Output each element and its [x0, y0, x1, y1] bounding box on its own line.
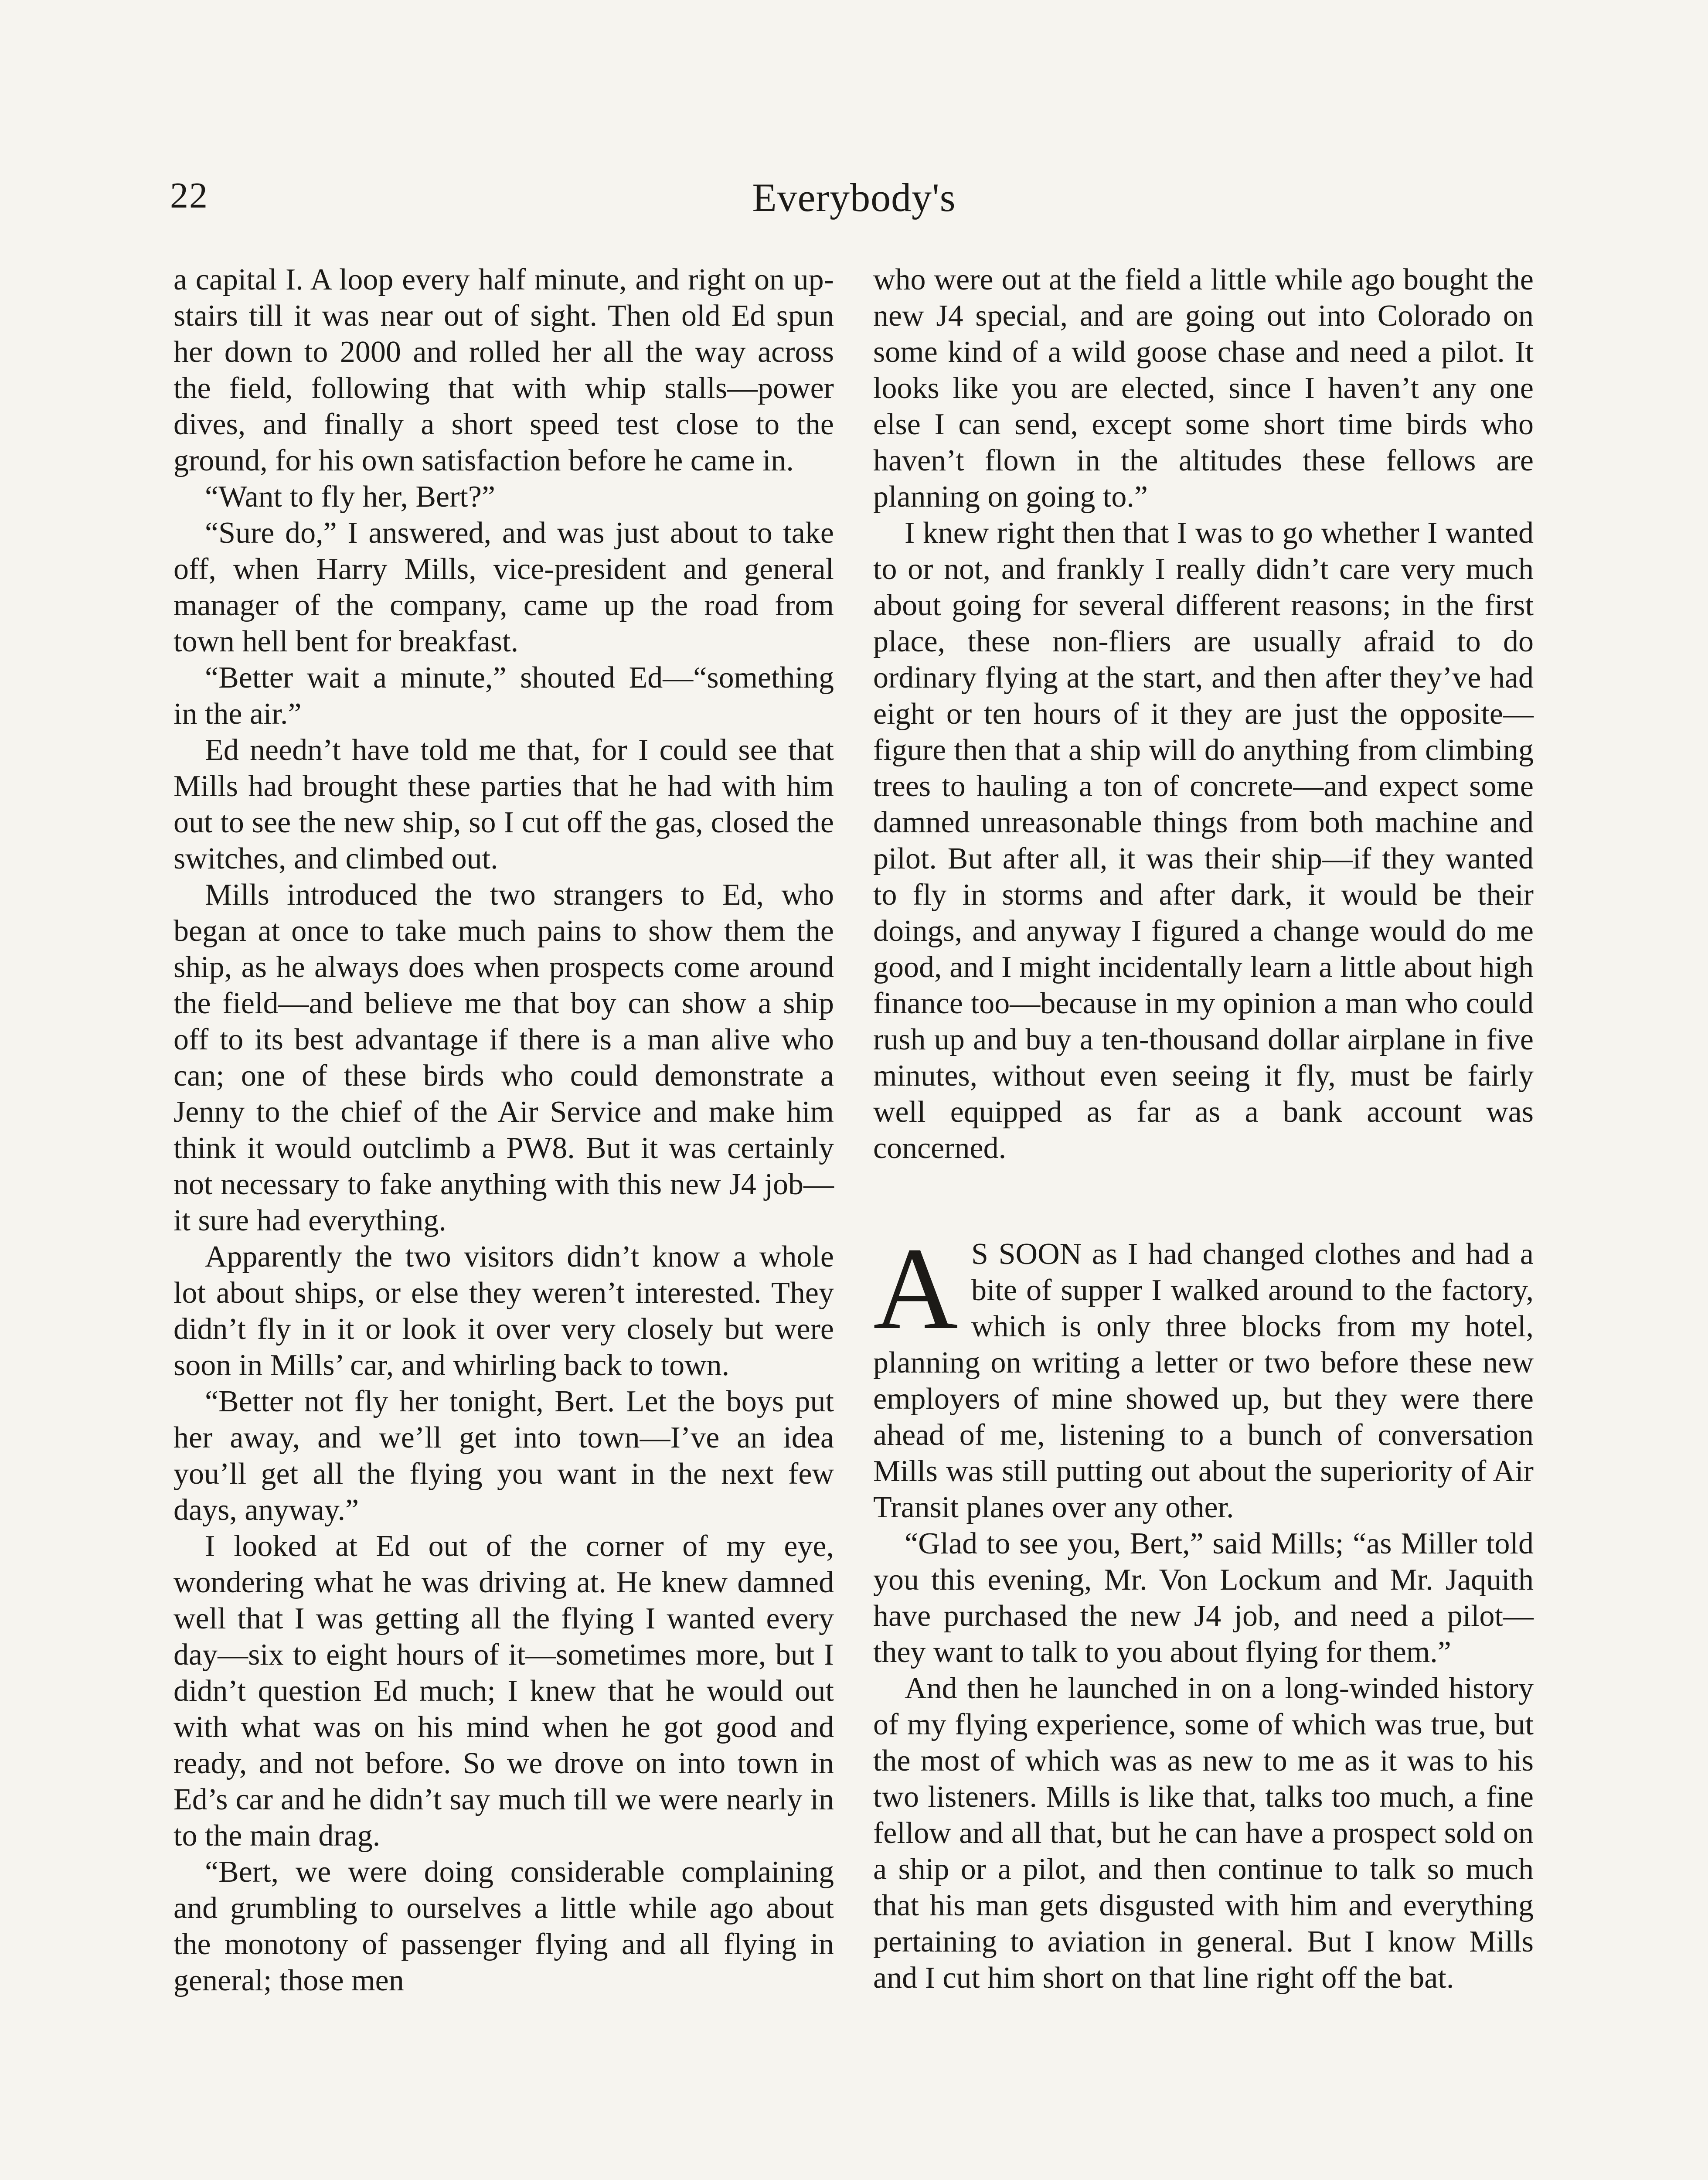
paragraph: “Better wait a minute,” shouted Ed—“something in the air.”	[174, 661, 834, 731]
paragraph: “Want to fly her, Bert?”	[205, 480, 495, 514]
paragraph: I looked at Ed out of the corner of my eye, wondering what he was driving at. He knew damned well that I was getting all the flying I wanted every day—six to eight hours of it—sometimes more, but I didn’t question Ed much; I knew that he would out with what was on his mind when he got good and ready, and not before. So we drove on into town in Ed’s car and he didn’t say much till we were nearly in to the main drag.	[174, 1529, 834, 1853]
section-break	[873, 1166, 1534, 1236]
paragraph: “Glad to see you, Bert,” said Mills; “as Miller told you this evening, Mr. Von Lockum and Mr. Jaquith have purchased the new J4 job, and need a pilot—they want to talk to you about flying for them.”	[873, 1527, 1534, 1669]
paragraph: Apparently the two visitors didn’t know a whole lot about ships, or else they weren’t interested. They didn’t fly in it or look it over very closely but were soon in Mills’ car, and whirling back to town.	[174, 1240, 834, 1382]
page-number: 22	[170, 175, 208, 216]
paragraph: “Sure do,” I answered, and was just about to take off, when Harry Mills, vice-president and general manager of the company, came up the road from town hell bent for breakfast.	[174, 516, 834, 658]
running-head: Everybody's	[752, 175, 956, 220]
paragraph: Ed needn’t have told me that, for I could see that Mills had brought these parties that he had with him out to see the new ship, so I cut off the gas, closed the switches, and climbed out.	[174, 733, 834, 875]
paragraph: I knew right then that I was to go whether I wanted to or not, and frankly I really didn’t care very much about going for several different reasons; in the first place, these non-fliers are usually afraid to do ordinary flying at the start, and then after they’ve had eight or ten hours of it they are just the opposite—figure then that a ship will do anything from climbing trees to hauling a ton of concrete—and expect some damned unreasonable things from both machine and pilot. But after all, it was their ship—if they wanted to fly in storms and after dark, it would be their doings, and anyway I figured a change would do me good, and I might incidentally learn a little about high finance too—because in my opinion a man who could rush up and buy a ten-thousand dollar airplane in five minutes, without even seeing it fly, must be fairly well equipped as far as a bank account was concerned.	[873, 516, 1534, 1165]
paragraph: who were out at the field a little while ago bought the new J4 special, and are going out into Colorado on some kind of a wild goose chase and need a pilot. It looks like you are elected, since I haven’t any one else I can send, except some short time birds who haven’t flown in the altitudes these fellows are planning on going to.”	[873, 263, 1534, 514]
section-opening-paragraph	[873, 1223, 1534, 1526]
paragraph: Mills introduced the two strangers to Ed, who began at once to take much pains to show them the ship, as he always does when prospects come around the field—and believe me that boy can show a ship off to its best advantage if there is a man alive who can; one of these birds who could demonstrate a Jenny to the chief of the Air Service and make him think it would outclimb a PW8. But it was certainly not necessary to fake anything with this new J4 job—it sure had everything.	[174, 878, 834, 1237]
paragraph: a capital I. A loop every half minute, and right on up-stairs till it was near out of sight. Then old Ed spun her down to 2000 and rolled her all the way across the field, following that with whip stalls—power dives, and finally a short speed test close to the ground, for his own satisfaction before he came in.	[174, 263, 834, 477]
left-column	[174, 262, 834, 1999]
drop-cap: A	[873, 1223, 958, 1354]
right-column	[873, 262, 1534, 1996]
paragraph: And then he launched in on a long-winded history of my flying experience, some of which was true, but the most of which was as new to me as it was to his two listeners. Mills is like that, talks too much, a fine fellow and all that, but he can have a prospect sold on a ship or a pilot, and then continue to talk so much that his man gets disgusted with him and everything pertaining to aviation in general. But I know Mills and I cut him short on that line right off the bat.	[873, 1672, 1534, 1995]
paragraph: “Bert, we were doing considerable complaining and grumbling to ourselves a little while ago about the monotony of passenger flying and all flying in general; those men	[174, 1855, 834, 1997]
paragraph: “Better not fly her tonight, Bert. Let the boys put her away, and we’ll get into town—I’ve an idea you’ll get all the flying you want in the next few days, anyway.”	[174, 1385, 834, 1527]
section-opening-text: S SOON as I had changed clothes and had a bite of supper I walked around to the factory, which is only three blocks from my hotel, planning on writing a letter or two before these new employers of mine showed up, but they were there ahead of me, listening to a bunch of conversation Mills was still putting out about the superiority of Air Transit planes over any other.	[873, 1237, 1534, 1524]
